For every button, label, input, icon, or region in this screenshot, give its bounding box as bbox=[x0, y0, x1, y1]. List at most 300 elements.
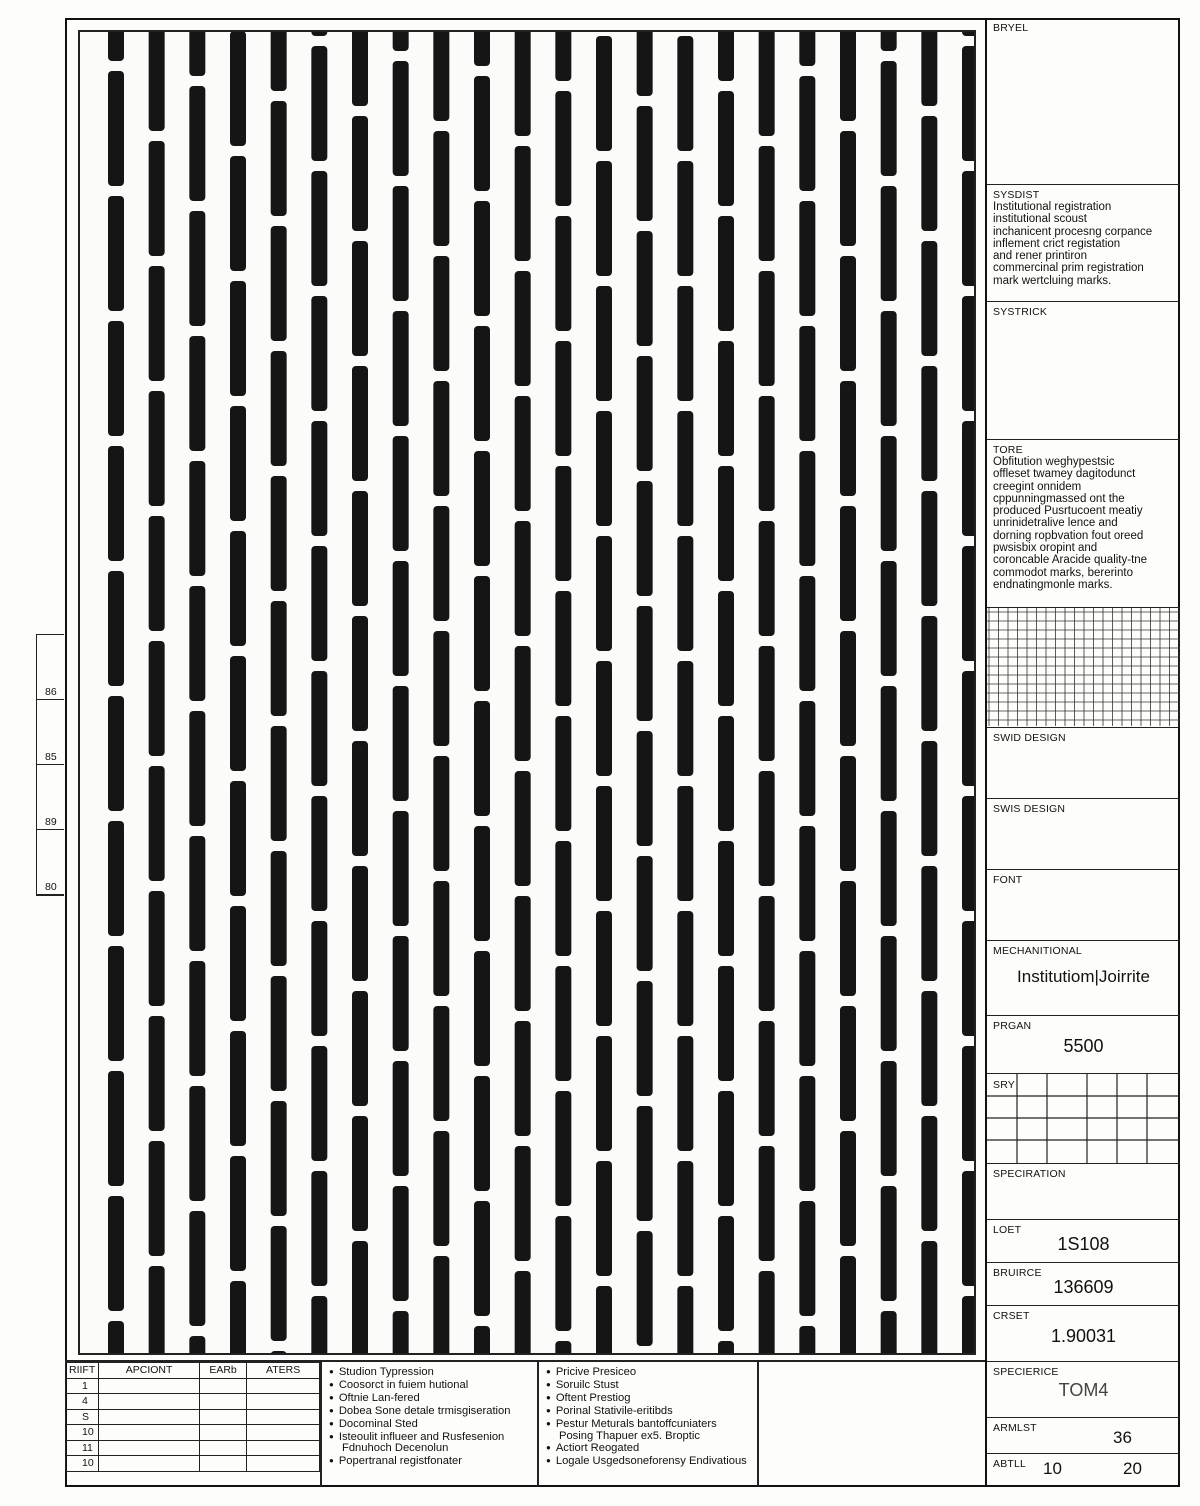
stripe-segment bbox=[759, 1146, 775, 1261]
notes-list-1: ● Studion Typression ● Coosorct in fuiem hutional ● Oftnie Lan-fered ● Dobea Sone detale trmisgiseration ● Docominal Sted ● Isteoulit influeer and Rusfesenion Fdnuhoch Decenolun ● Popertranal registfonater bbox=[329, 1366, 511, 1468]
stripe-segment bbox=[515, 146, 531, 261]
stripe-segment bbox=[596, 536, 612, 651]
table-row: 11 bbox=[66, 1440, 320, 1456]
stripe-column bbox=[108, 32, 124, 1353]
stripe-segment bbox=[759, 896, 775, 1011]
stripe-segment bbox=[637, 856, 653, 971]
panel-bryel: BRYEL bbox=[987, 18, 1180, 185]
side-ruler bbox=[36, 634, 64, 896]
stripe-segment bbox=[759, 396, 775, 511]
stripe-segment bbox=[840, 32, 856, 121]
stripe-segment bbox=[230, 156, 246, 271]
stripe-segment bbox=[718, 1091, 734, 1206]
bottom-strip bbox=[65, 1360, 985, 1487]
stripe-column bbox=[637, 32, 653, 1353]
stripe-segment bbox=[881, 561, 897, 676]
stripe-segment bbox=[759, 32, 775, 136]
stripe-segment bbox=[555, 716, 571, 831]
panel-swid-design: SWID DESIGN bbox=[987, 728, 1180, 799]
stripe-segment bbox=[474, 1076, 490, 1191]
abtll-value-1: 10 bbox=[1043, 1459, 1062, 1478]
stripe-segment bbox=[881, 61, 897, 176]
stripe-segment bbox=[393, 1186, 409, 1301]
bruirce-value: 136609 bbox=[1053, 1277, 1114, 1297]
stripe-segment bbox=[718, 841, 734, 956]
stripe-segment bbox=[352, 366, 368, 481]
stripe-segment bbox=[433, 1131, 449, 1246]
stripe-segment bbox=[921, 741, 937, 856]
stripe-segment bbox=[271, 351, 287, 466]
stripe-segment bbox=[108, 196, 124, 311]
stripe-segment bbox=[515, 396, 531, 511]
stripe-segment bbox=[881, 1311, 897, 1353]
stripe-segment bbox=[393, 936, 409, 1051]
stripe-segment bbox=[189, 86, 205, 201]
col-apciont: APCIONT bbox=[99, 1363, 200, 1379]
stripe-segment bbox=[677, 661, 693, 776]
stripe-segment bbox=[555, 341, 571, 456]
stripe-segment bbox=[718, 1216, 734, 1331]
stripe-segment bbox=[596, 661, 612, 776]
stripe-segment bbox=[189, 961, 205, 1076]
stripe-segment bbox=[596, 1036, 612, 1151]
stripe-segment bbox=[271, 601, 287, 716]
stripe-segment bbox=[271, 32, 287, 91]
stripe-segment bbox=[962, 671, 974, 786]
striped-artwork bbox=[78, 30, 976, 1355]
stripe-segment bbox=[271, 1351, 287, 1353]
stripe-segment bbox=[596, 1286, 612, 1353]
stripe-segment bbox=[393, 32, 409, 51]
stripe-segment bbox=[189, 711, 205, 826]
revision-table bbox=[65, 1362, 320, 1472]
stripe-segment bbox=[799, 1201, 815, 1316]
stripe-segment bbox=[596, 161, 612, 276]
stripe-segment bbox=[555, 1216, 571, 1331]
panel-mechanitional: MECHANITIONAL Institutiom|Joirrite bbox=[987, 941, 1180, 1016]
stripe-segment bbox=[759, 771, 775, 886]
stripe-segment bbox=[718, 341, 734, 456]
stripe-segment bbox=[596, 36, 612, 151]
stripe-segment bbox=[393, 561, 409, 676]
stripe-segment bbox=[840, 131, 856, 246]
stripe-segment bbox=[271, 976, 287, 1091]
stripe-segment bbox=[799, 576, 815, 691]
stripe-segment bbox=[230, 656, 246, 771]
stripe-segment bbox=[311, 921, 327, 1036]
stripe-segment bbox=[474, 326, 490, 441]
stripe-segment bbox=[840, 1006, 856, 1121]
stripe-segment bbox=[921, 241, 937, 356]
stripe-segment bbox=[840, 506, 856, 621]
stripe-segment bbox=[189, 336, 205, 451]
panel-sysdist: SYSDIST Institutional registration institutional scoust inchanicent procesng corpance inflement crict registation and rener printiron commercinal prim registration mark wertcluing marks. bbox=[987, 185, 1180, 302]
stripe-segment bbox=[352, 1241, 368, 1353]
stripe-segment bbox=[474, 451, 490, 566]
stripe-segment bbox=[433, 506, 449, 621]
panel-prgan: PRGAN 5500 bbox=[987, 1016, 1180, 1074]
stripe-segment bbox=[555, 466, 571, 581]
stripe-segment bbox=[311, 46, 327, 161]
stripe-segment bbox=[189, 1086, 205, 1201]
stripe-segment bbox=[962, 46, 974, 161]
stripe-segment bbox=[799, 1326, 815, 1353]
stripe-segment bbox=[189, 211, 205, 326]
stripe-segment bbox=[271, 1226, 287, 1341]
stripe-segment bbox=[230, 781, 246, 896]
stripe-segment bbox=[352, 116, 368, 231]
stripe-column bbox=[921, 32, 937, 1353]
mechanitional-value: Institutiom|Joirrite bbox=[1017, 967, 1150, 986]
stripe-segment bbox=[230, 406, 246, 521]
stripe-segment bbox=[840, 1256, 856, 1353]
stripe-segment bbox=[149, 32, 165, 131]
stripe-segment bbox=[555, 216, 571, 331]
stripe-segment bbox=[881, 686, 897, 801]
stripe-segment bbox=[677, 286, 693, 401]
stripe-segment bbox=[393, 1311, 409, 1353]
stripe-segment bbox=[637, 106, 653, 221]
stripe-segment bbox=[840, 756, 856, 871]
panel-sry: SRY bbox=[987, 1074, 1180, 1164]
stripe-segment bbox=[433, 131, 449, 246]
table-row: 1 bbox=[66, 1378, 320, 1394]
stripe-segment bbox=[799, 701, 815, 816]
stripe-segment bbox=[393, 436, 409, 551]
stripe-segment bbox=[677, 161, 693, 276]
table-row: S bbox=[66, 1409, 320, 1425]
stripe-segment bbox=[962, 546, 974, 661]
stripe-segment bbox=[474, 32, 490, 66]
stripe-segment bbox=[393, 1061, 409, 1176]
stripe-segment bbox=[759, 146, 775, 261]
stripe-segment bbox=[352, 241, 368, 356]
stripe-column bbox=[230, 32, 246, 1353]
panel-speciration: SPECIRATION bbox=[987, 1164, 1180, 1220]
stripe-segment bbox=[393, 61, 409, 176]
panel-font: FONT bbox=[987, 870, 1180, 941]
stripe-segment bbox=[515, 271, 531, 386]
stripe-segment bbox=[108, 1321, 124, 1353]
stripe-column bbox=[596, 36, 612, 1353]
stripe-segment bbox=[149, 516, 165, 631]
abtll-value-2: 20 bbox=[1123, 1459, 1142, 1478]
stripe-segment bbox=[271, 476, 287, 591]
stripe-segment bbox=[840, 381, 856, 496]
table-row: 4 bbox=[66, 1394, 320, 1410]
stripe-segment bbox=[108, 696, 124, 811]
stripe-segment bbox=[962, 32, 974, 36]
stripe-segment bbox=[271, 1101, 287, 1216]
stripe-segment bbox=[881, 1061, 897, 1176]
prgan-value: 5500 bbox=[1063, 1036, 1104, 1056]
panel-abtll: ABTLL 10 20 bbox=[993, 1458, 1142, 1478]
stripe-segment bbox=[311, 296, 327, 411]
stripe-segment bbox=[718, 1341, 734, 1353]
stripe-segment bbox=[759, 1271, 775, 1353]
stripe-segment bbox=[311, 32, 327, 36]
stripe-segment bbox=[230, 32, 246, 146]
stripe-segment bbox=[799, 32, 815, 66]
stripe-segment bbox=[840, 881, 856, 996]
stripe-column bbox=[881, 32, 897, 1353]
stripe-segment bbox=[352, 741, 368, 856]
stripe-segment bbox=[433, 256, 449, 371]
stripe-segment bbox=[596, 286, 612, 401]
stripe-segment bbox=[637, 981, 653, 1096]
panel-loet: LOET 1S108 bbox=[987, 1220, 1180, 1263]
stripe-segment bbox=[718, 91, 734, 206]
stripe-segment bbox=[515, 646, 531, 761]
stripe-segment bbox=[108, 821, 124, 936]
stripe-segment bbox=[230, 906, 246, 1021]
col-riift: RIIFT bbox=[66, 1363, 99, 1379]
stripe-segment bbox=[637, 731, 653, 846]
stripe-segment bbox=[677, 1036, 693, 1151]
stripe-segment bbox=[637, 231, 653, 346]
stripe-segment bbox=[759, 271, 775, 386]
stripe-segment bbox=[393, 686, 409, 801]
stripe-segment bbox=[637, 1106, 653, 1221]
stripe-segment bbox=[189, 32, 205, 76]
stripe-column bbox=[677, 36, 693, 1353]
stripe-column bbox=[271, 32, 287, 1353]
stripe-segment bbox=[108, 32, 124, 61]
stripe-segment bbox=[393, 311, 409, 426]
stripe-column bbox=[311, 32, 327, 1353]
stripe-segment bbox=[962, 796, 974, 911]
stripe-segment bbox=[637, 606, 653, 721]
stripe-segment bbox=[474, 76, 490, 191]
stripe-segment bbox=[474, 201, 490, 316]
stripe-segment bbox=[108, 1196, 124, 1311]
sry-grid bbox=[987, 1074, 1180, 1164]
stripe-segment bbox=[677, 411, 693, 526]
stripe-segment bbox=[962, 171, 974, 286]
stripe-segment bbox=[962, 421, 974, 536]
stripe-segment bbox=[352, 991, 368, 1106]
stripe-segment bbox=[718, 966, 734, 1081]
stripe-segment bbox=[108, 571, 124, 686]
stripe-segment bbox=[271, 101, 287, 216]
grid-pattern bbox=[987, 608, 1180, 726]
stripe-segment bbox=[921, 32, 937, 106]
stripe-segment bbox=[311, 671, 327, 786]
stripe-column bbox=[515, 32, 531, 1353]
loet-value: 1S108 bbox=[1057, 1234, 1110, 1254]
stripe-segment bbox=[311, 421, 327, 536]
stripe-segment bbox=[515, 771, 531, 886]
stripe-segment bbox=[840, 1131, 856, 1246]
stripe-segment bbox=[555, 32, 571, 81]
table-row: 10 bbox=[66, 1425, 320, 1441]
stripe-segment bbox=[596, 1161, 612, 1276]
stripe-segment bbox=[555, 91, 571, 206]
stripe-segment bbox=[108, 946, 124, 1061]
stripe-segment bbox=[149, 891, 165, 1006]
stripe-segment bbox=[311, 1171, 327, 1286]
stripe-segment bbox=[108, 1071, 124, 1186]
ruler-cell: 85 bbox=[37, 700, 64, 765]
ruler-cell: 89 bbox=[37, 765, 64, 830]
stripe-segment bbox=[433, 881, 449, 996]
stripe-column bbox=[149, 32, 165, 1353]
stripe-segment bbox=[555, 1091, 571, 1206]
stripe-segment bbox=[311, 1296, 327, 1353]
stripe-segment bbox=[921, 866, 937, 981]
stripe-segment bbox=[515, 1271, 531, 1353]
stripe-segment bbox=[677, 786, 693, 901]
stripe-segment bbox=[433, 1006, 449, 1121]
stripe-segment bbox=[677, 536, 693, 651]
stripe-segment bbox=[352, 491, 368, 606]
stripe-segment bbox=[149, 141, 165, 256]
stripe-segment bbox=[393, 186, 409, 301]
stripe-segment bbox=[230, 281, 246, 396]
stripe-segment bbox=[108, 446, 124, 561]
specierice-value: TOM4 bbox=[1058, 1380, 1109, 1400]
stripe-segment bbox=[311, 171, 327, 286]
panel-systrick: SYSTRICK bbox=[987, 302, 1180, 440]
stripe-segment bbox=[189, 1211, 205, 1326]
stripe-segment bbox=[881, 811, 897, 926]
stripe-segment bbox=[149, 391, 165, 506]
stripe-segment bbox=[718, 591, 734, 706]
grid-panel bbox=[987, 608, 1180, 728]
stripe-segment bbox=[962, 921, 974, 1036]
stripe-column bbox=[474, 32, 490, 1353]
ruler-cell: 86 bbox=[37, 635, 64, 700]
stripe-segment bbox=[230, 531, 246, 646]
stripe-segment bbox=[433, 381, 449, 496]
stripe-segment bbox=[921, 616, 937, 731]
stripe-segment bbox=[271, 726, 287, 841]
stripe-column bbox=[189, 32, 205, 1353]
stripe-segment bbox=[921, 991, 937, 1106]
stripe-segment bbox=[149, 1016, 165, 1131]
stripe-segment bbox=[637, 32, 653, 96]
stripe-segment bbox=[677, 36, 693, 151]
stripe-segment bbox=[881, 436, 897, 551]
stripe-column bbox=[759, 32, 775, 1353]
stripe-column bbox=[799, 32, 815, 1353]
stripe-column bbox=[433, 32, 449, 1353]
stripe-column bbox=[718, 32, 734, 1353]
stripe-segment bbox=[230, 1156, 246, 1271]
stripe-segment bbox=[311, 1046, 327, 1161]
stripe-segment bbox=[433, 1256, 449, 1353]
stripe-segment bbox=[271, 851, 287, 966]
crset-value: 1.90031 bbox=[1050, 1326, 1117, 1346]
stripe-column bbox=[352, 32, 368, 1353]
stripe-segment bbox=[799, 951, 815, 1066]
stripe-segment bbox=[962, 1046, 974, 1161]
stripe-segment bbox=[149, 1141, 165, 1256]
title-block bbox=[985, 18, 1180, 1487]
stripe-segment bbox=[759, 646, 775, 761]
stripe-segment bbox=[718, 216, 734, 331]
stripe-segment bbox=[718, 716, 734, 831]
stripe-segment bbox=[474, 826, 490, 941]
stripe-segment bbox=[555, 591, 571, 706]
stripe-segment bbox=[189, 836, 205, 951]
stripe-segment bbox=[515, 521, 531, 636]
stripe-segment bbox=[149, 1266, 165, 1353]
stripe-segment bbox=[718, 466, 734, 581]
stripe-segment bbox=[921, 1241, 937, 1353]
stripe-segment bbox=[149, 766, 165, 881]
stripe-segment bbox=[799, 201, 815, 316]
stripe-segment bbox=[759, 1021, 775, 1136]
stripe-segment bbox=[677, 911, 693, 1026]
stripe-segment bbox=[433, 32, 449, 121]
stripe-segment bbox=[474, 576, 490, 691]
stripe-segment bbox=[108, 321, 124, 436]
stripe-segment bbox=[921, 366, 937, 481]
stripe-segment bbox=[799, 1076, 815, 1191]
stripe-segment bbox=[311, 796, 327, 911]
stripe-segment bbox=[352, 866, 368, 981]
stripe-segment bbox=[840, 631, 856, 746]
stripe-segment bbox=[596, 411, 612, 526]
stripe-segment bbox=[596, 911, 612, 1026]
stripe-segment bbox=[230, 1031, 246, 1146]
stripe-segment bbox=[108, 71, 124, 186]
armlst-value: 36 bbox=[1113, 1428, 1132, 1447]
stripe-segment bbox=[921, 1116, 937, 1231]
panel-crset: CRSET 1.90031 bbox=[987, 1306, 1180, 1362]
stripe-segment bbox=[515, 1146, 531, 1261]
panel-tore: TORE Obfitution weghypestsic offleset twamey dagitodunct creegint onnidem cppunningmassed ont the produced Pusrtucoent meatiy unrinidetralive lence and dorning ropbvation fout oreed pwsisbix oropint and coroncable Aracide quality-tne commodot marks, bererinto endnatingmonle marks. bbox=[987, 440, 1180, 608]
stripe-segment bbox=[799, 451, 815, 566]
stripe-segment bbox=[474, 951, 490, 1066]
stripe-segment bbox=[393, 811, 409, 926]
stripe-segment bbox=[637, 481, 653, 596]
stripe-segment bbox=[515, 1021, 531, 1136]
stripe-segment bbox=[962, 296, 974, 411]
stripe-segment bbox=[962, 1171, 974, 1286]
stripe-segment bbox=[881, 32, 897, 51]
stripe-segment bbox=[759, 521, 775, 636]
stripe-segment bbox=[677, 1286, 693, 1353]
stripe-segment bbox=[474, 701, 490, 816]
col-aters: ATERS bbox=[247, 1363, 320, 1379]
stripe-segment bbox=[799, 76, 815, 191]
col-earb: EARb bbox=[199, 1363, 246, 1379]
stripe-segment bbox=[881, 1186, 897, 1301]
stripe-segment bbox=[149, 266, 165, 381]
stripe-segment bbox=[149, 641, 165, 756]
stripe-segment bbox=[555, 841, 571, 956]
stripe-column bbox=[840, 32, 856, 1353]
panel-bruirce: BRUIRCE 136609 bbox=[987, 1263, 1180, 1306]
stripe-segment bbox=[474, 1201, 490, 1316]
stripe-segment bbox=[881, 311, 897, 426]
stripe-segment bbox=[311, 546, 327, 661]
stripe-segment bbox=[637, 356, 653, 471]
stripe-segment bbox=[352, 616, 368, 731]
table-row: 10 bbox=[66, 1456, 320, 1472]
stripe-segment bbox=[637, 1231, 653, 1346]
stripe-segment bbox=[271, 226, 287, 341]
stripe-segment bbox=[189, 461, 205, 576]
stripe-segment bbox=[433, 756, 449, 871]
panel-swis-design: SWIS DESIGN bbox=[987, 799, 1180, 870]
stripe-segment bbox=[921, 116, 937, 231]
stripe-segment bbox=[352, 32, 368, 106]
stripe-segment bbox=[799, 326, 815, 441]
stripe-column bbox=[555, 32, 571, 1353]
